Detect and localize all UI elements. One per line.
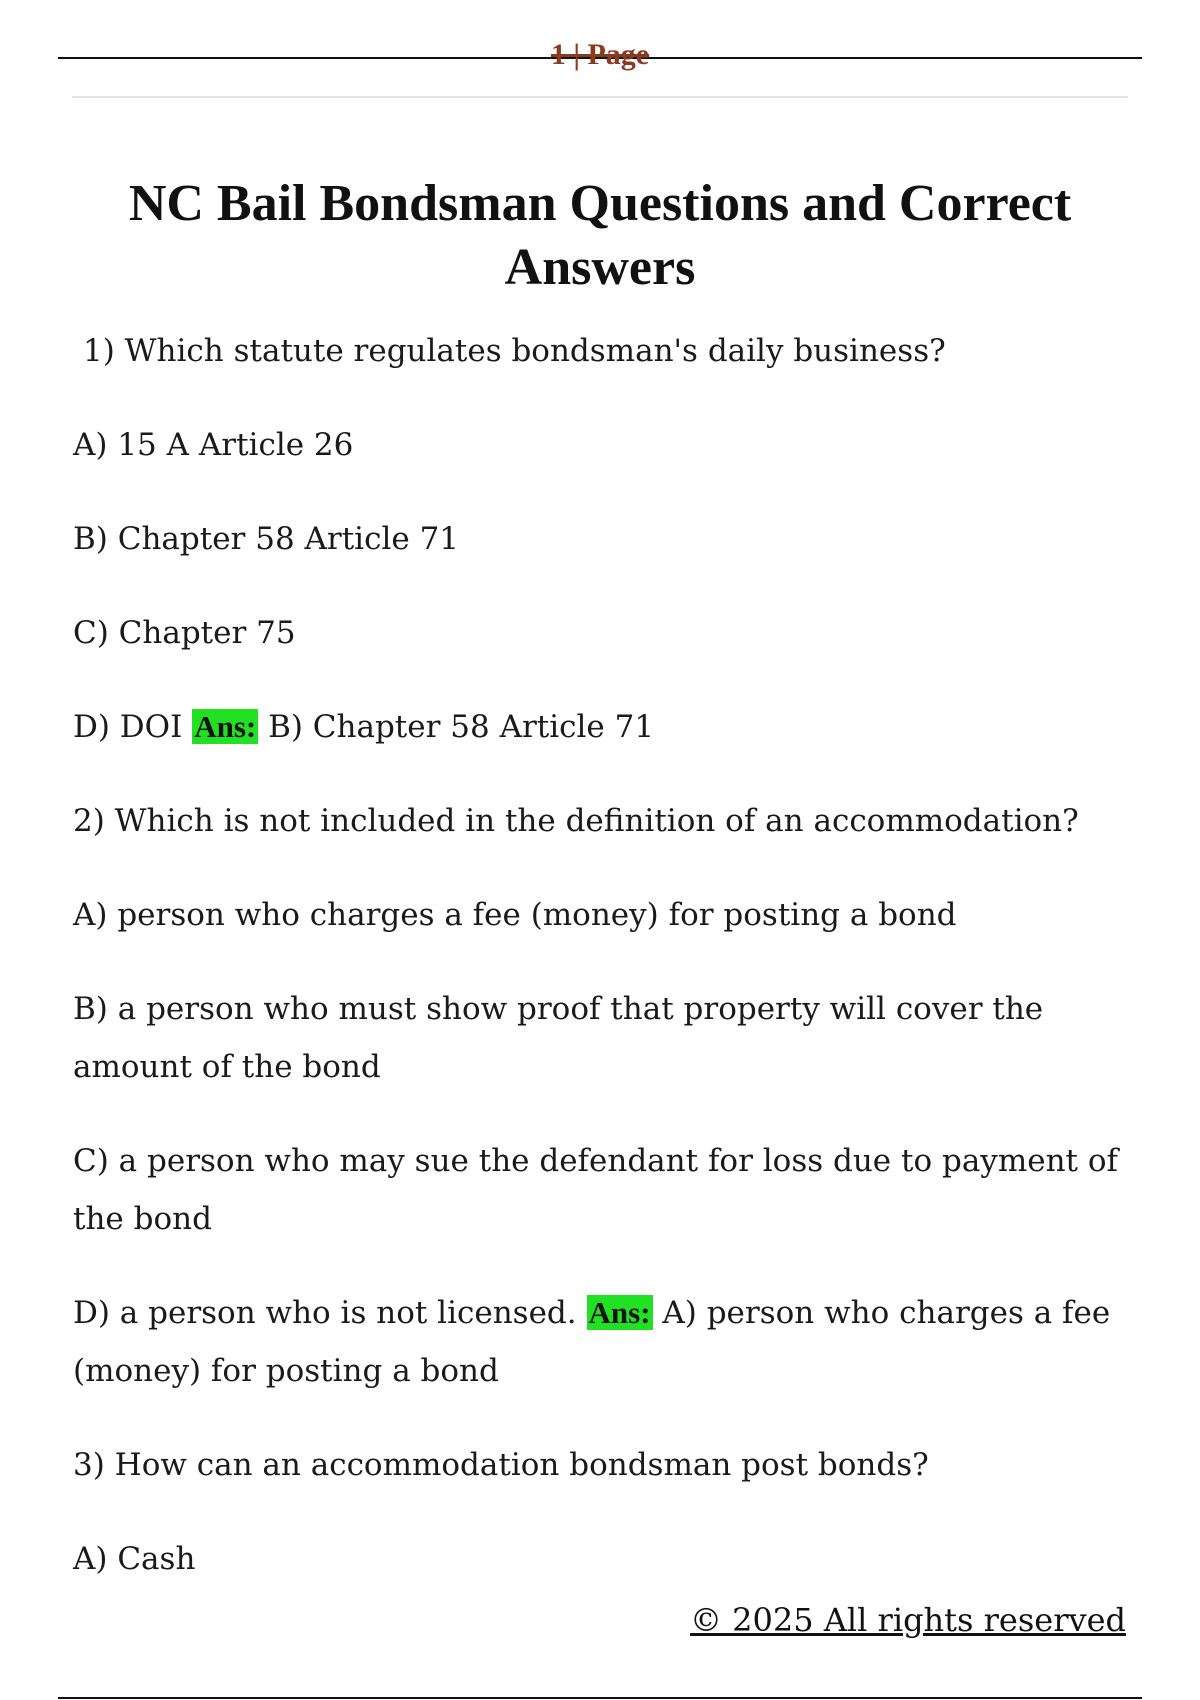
question-1: 1) Which statute regulates bondsman's daily business? [83,333,946,369]
q2-answer-label: Ans: [588,1295,651,1330]
question-3: 3) How can an accommodation bondsman post bonds? [73,1447,929,1483]
q2-option-a: A) person who charges a fee (money) for posting a bond [73,897,957,933]
question-2: 2) Which is not included in the definition of an accommodation? [73,803,1079,839]
q1-answer: B) Chapter 58 Article 71 [268,709,655,745]
q1-option-c: C) Chapter 75 [73,615,296,651]
q2-answer: A) person who charges a fee (money) for posting a bond [73,1295,1111,1389]
q1-option-d: D) DOI [73,709,183,745]
header-rule-sub [72,96,1128,98]
page-label: 1 | Page [550,38,650,71]
q1-answer-label: Ans: [194,709,257,744]
footer-copyright: © 2025 All rights reserved [690,1601,1126,1639]
q2-option-c: C) a person who may sue the defendant for loss due to payment of the bond [73,1143,1118,1237]
q3-option-a: A) Cash [73,1541,196,1577]
q1-option-d-with-answer [73,698,1128,756]
q2-option-d-with-answer [73,1284,1128,1400]
q1-option-a: A) 15 A Article 26 [73,427,354,463]
footer-rule [58,1697,1142,1699]
q1-option-b: B) Chapter 58 Article 71 [73,521,460,557]
question-content [73,322,1128,1624]
q2-option-b: B) a person who must show proof that property will cover the amount of the bond [73,991,1044,1085]
document-title: NC Bail Bondsman Questions and Correct Answers [128,175,1072,296]
q2-option-d: D) a person who is not licensed. [73,1295,577,1331]
